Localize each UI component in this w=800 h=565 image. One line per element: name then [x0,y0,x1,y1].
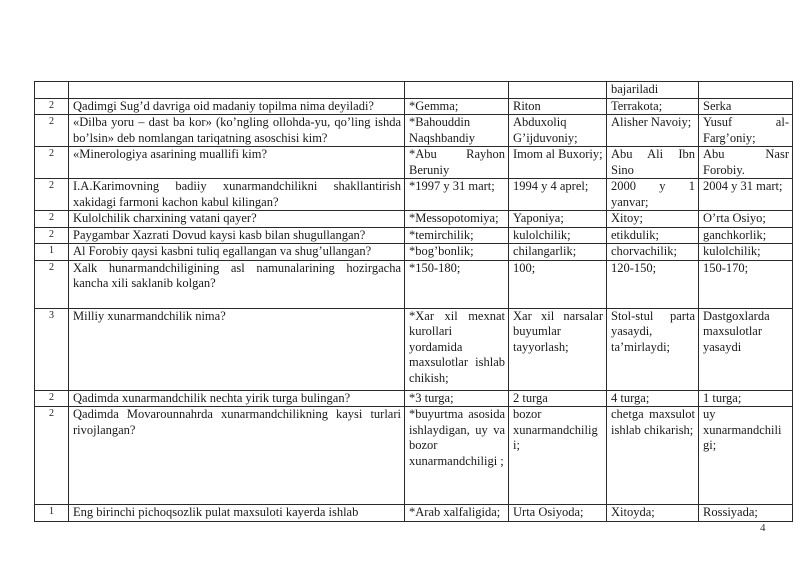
answer-correct-cell: *bog’bonlik; [405,244,509,261]
answer-option-cell: chetga maxsulot ishlab chikarish; [607,407,699,505]
question-cell: Eng birinchi pichoqsozlik pulat maxsuloti kayerda ishlab [69,505,405,522]
answer-option-cell: O’rta Osiyo; [699,211,793,228]
question-cell [69,82,405,99]
question-cell: «Dilba yoru – dast ba kor» (ko’ngling ollohda-yu, qo’ling ishda bo’lsin» deb nomlangan tariqatning asoschisi kim? [69,115,405,147]
answer-option-cell: 2 turga [509,390,607,407]
answer-option-cell [699,82,793,99]
answer-option-cell: Abu Nasr Forobiy. [699,147,793,179]
row-number: 2 [35,179,69,211]
question-cell: Al Forobiy qaysi kasbni tuliq egallangan va shug’ullangan? [69,244,405,261]
answer-correct-cell: *1997 y 31 mart; [405,179,509,211]
row-number: 1 [35,505,69,522]
answer-option-cell: 4 turga; [607,390,699,407]
question-cell: Qadimda Movarounnahrda xunarmandchilikning kaysi turlari rivojlangan? [69,407,405,505]
table-row [35,98,793,115]
question-cell: Kulolchilik charxining vatani qayer? [69,211,405,228]
answer-option-cell: 1994 y 4 aprel; [509,179,607,211]
answer-option-cell: Urta Osiyoda; [509,505,607,522]
answer-correct-cell [405,82,509,99]
row-number: 2 [35,115,69,147]
answer-option-cell: 2000 y 1 yanvar; [607,179,699,211]
answer-option-cell: Abduxoliq G’ijduvoniy; [509,115,607,147]
table-row [35,505,793,522]
answer-option-cell: ganchkorlik; [699,227,793,244]
answer-option-cell: Alisher Navoiy; [607,115,699,147]
table-row [35,82,793,99]
answer-option-cell: 2004 y 31 mart; [699,179,793,211]
answer-option-cell: bozor xunarmandchilig i; [509,407,607,505]
answer-option-cell: Riton [509,98,607,115]
row-number: 2 [35,390,69,407]
quiz-table [34,81,793,522]
answer-option-cell: Rossiyada; [699,505,793,522]
answer-option-cell: Xitoyda; [607,505,699,522]
table-row [35,227,793,244]
answer-correct-cell: *Bahouddin Naqshbandiy [405,115,509,147]
row-number: 2 [35,147,69,179]
answer-correct-cell: *Xar xil mexnat kurollari yordamida maxsulotlar ishlab chikish; [405,308,509,390]
answer-option-cell: Imom al Buxoriy; [509,147,607,179]
row-number: 3 [35,308,69,390]
answer-option-cell: uy xunarmandchili gi; [699,407,793,505]
answer-option-cell: bajariladi [607,82,699,99]
answer-option-cell: 120-150; [607,260,699,308]
table-row [35,179,793,211]
answer-correct-cell: *temirchilik; [405,227,509,244]
answer-option-cell: chorvachilik; [607,244,699,261]
answer-option-cell: chilangarlik; [509,244,607,261]
question-cell: Milliy xunarmandchilik nima? [69,308,405,390]
table-row [35,211,793,228]
answer-option-cell: kulolchilik; [509,227,607,244]
row-number: 2 [35,260,69,308]
question-cell: Qadimgi Sug’d davriga oid madaniy topilma nima deyiladi? [69,98,405,115]
answer-option-cell: etikdulik; [607,227,699,244]
table-row [35,390,793,407]
answer-option-cell: Stol-stul parta yasaydi, ta’mirlaydi; [607,308,699,390]
answer-correct-cell: *buyurtma asosida ishlaydigan, uy va bozor xunarmandchiligi ; [405,407,509,505]
table-row [35,147,793,179]
answer-option-cell: 150-170; [699,260,793,308]
question-cell: «Minerologiya asarining muallifi kim? [69,147,405,179]
answer-option-cell: kulolchilik; [699,244,793,261]
answer-correct-cell: *Abu Rayhon Beruniy [405,147,509,179]
question-cell: Xalk hunarmandchiligining asl namunalarining hozirgacha kancha xili saklanib kolgan? [69,260,405,308]
answer-option-cell: 100; [509,260,607,308]
answer-option-cell: Yusuf al-Farg’oniy; [699,115,793,147]
answer-option-cell: Serka [699,98,793,115]
page-number: 4 [760,522,766,534]
answer-option-cell: Xar xil narsalar buyumlar tayyorlash; [509,308,607,390]
row-number: 2 [35,98,69,115]
row-number: 2 [35,211,69,228]
question-cell: Paygambar Xazrati Dovud kaysi kasb bilan shugullangan? [69,227,405,244]
row-number: 1 [35,244,69,261]
answer-correct-cell: *Arab xalfaligida; [405,505,509,522]
answer-correct-cell: *3 turga; [405,390,509,407]
answer-option-cell: Dastgoxlarda maxsulotlar yasaydi [699,308,793,390]
answer-correct-cell: *Gemma; [405,98,509,115]
row-number: 2 [35,227,69,244]
answer-option-cell [509,82,607,99]
question-cell: I.A.Karimovning badiiy xunarmandchilikni shakllantirish xakidagi farmoni kachon kabul kilingan? [69,179,405,211]
row-number: 2 [35,407,69,505]
table-row [35,244,793,261]
quiz-table-body [35,82,793,522]
table-row [35,260,793,308]
answer-correct-cell: *150-180; [405,260,509,308]
answer-option-cell: Abu Ali Ibn Sino [607,147,699,179]
question-cell: Qadimda xunarmandchilik nechta yirik turga bulingan? [69,390,405,407]
table-row [35,407,793,505]
answer-option-cell: Terrakota; [607,98,699,115]
answer-option-cell: Xitoy; [607,211,699,228]
table-row [35,115,793,147]
row-number [35,82,69,99]
table-row [35,308,793,390]
answer-correct-cell: *Messopotomiya; [405,211,509,228]
answer-option-cell: Yaponiya; [509,211,607,228]
answer-option-cell: 1 turga; [699,390,793,407]
